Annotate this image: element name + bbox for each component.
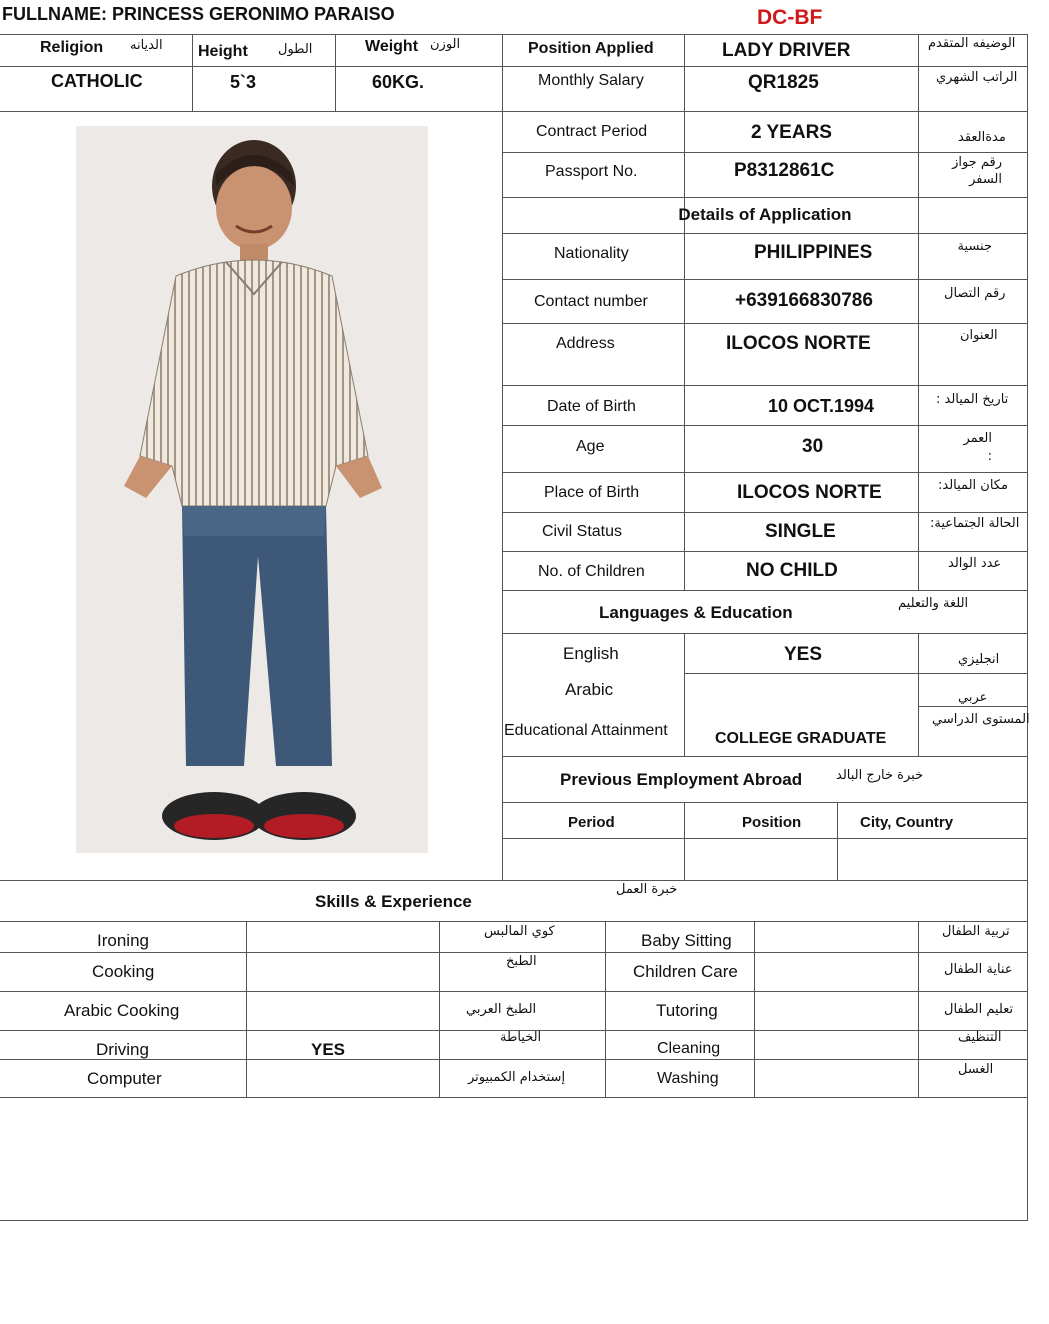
english-label-ar: انجليزي (958, 652, 1000, 667)
employment-title-ar: خبرة خارج البالد (836, 768, 924, 783)
children-value: NO CHILD (746, 560, 838, 581)
skill-arabic-cooking-ar: الطبخ العربي (466, 1002, 537, 1017)
skill-ironing-label: Ironing (97, 931, 149, 950)
height-label: Height (198, 43, 248, 60)
salary-label: Monthly Salary (538, 72, 644, 89)
person-figure-icon (76, 126, 428, 853)
skill-baby-sitting-label: Baby Sitting (641, 931, 732, 950)
passport-value: P8312861C (734, 160, 835, 181)
position-label-ar: الوضيفه المتقدم (928, 36, 1016, 51)
dob-value: 10 OCT.1994 (768, 396, 875, 416)
weight-label-ar: الوزن (430, 37, 461, 52)
civil-status-label: Civil Status (542, 523, 623, 540)
dob-label: Date of Birth (547, 398, 636, 415)
pob-label-ar: مكان الميالد: (938, 478, 1008, 493)
employment-col-period: Period (568, 814, 615, 831)
height-value: 5`3 (230, 72, 257, 92)
skill-cooking-ar: الطبخ (506, 954, 537, 969)
skill-washing-label: Washing (657, 1070, 719, 1087)
skill-children-care-label: Children Care (633, 962, 738, 981)
education-label: Educational Attainment (504, 722, 668, 739)
weight-value: 60KG. (372, 72, 425, 92)
address-value: ILOCOS NORTE (726, 333, 871, 354)
salary-label-ar: الراتب الشهري (936, 70, 1018, 85)
skill-cleaning-label: Cleaning (657, 1040, 721, 1057)
height-label-ar: الطول (278, 42, 313, 57)
languages-title: Languages & Education (599, 603, 793, 622)
skill-computer-ar: إستخدام الكمبيوتر (468, 1070, 566, 1085)
address-label-ar: العنوان (960, 328, 998, 343)
religion-label: Religion (40, 39, 104, 56)
civil-status-label-ar: الحالة الجتماعية: (930, 516, 1020, 531)
skills-title-ar: خبرة العمل (616, 882, 678, 897)
skill-computer-label: Computer (87, 1069, 162, 1088)
languages-title-ar: اللغة والتعليم (898, 596, 969, 611)
contact-value: +639166830786 (735, 290, 873, 311)
children-label: No. of Children (538, 563, 645, 580)
contract-value: 2 YEARS (751, 122, 832, 143)
english-label: English (563, 644, 619, 663)
skills-title: Skills & Experience (315, 892, 472, 911)
religion-label-ar: الديانه (130, 38, 163, 53)
pob-label: Place of Birth (544, 484, 640, 501)
skill-children-care-ar: عناية الطفال (944, 962, 1013, 977)
skill-driving-value: YES (311, 1040, 346, 1059)
civil-status-value: SINGLE (765, 521, 836, 542)
applicant-photo (76, 126, 428, 853)
nationality-label: Nationality (554, 245, 629, 262)
contract-label-ar: مدةالعقد (958, 130, 1006, 145)
age-label: Age (576, 438, 605, 455)
nationality-label-ar: جنسية (957, 239, 992, 254)
skill-baby-sitting-ar: تربية الطفال (942, 924, 1010, 939)
skill-driving-label: Driving (96, 1040, 149, 1059)
skill-cooking-label: Cooking (92, 962, 155, 981)
children-label-ar: عدد الوالد (948, 556, 1002, 571)
skill-washing-ar: الغسل (958, 1062, 994, 1077)
education-label-ar: المستوى الدراسي (932, 712, 1030, 727)
contract-label: Contract Period (536, 123, 648, 140)
skill-cleaning-ar: التنظيف (958, 1030, 1002, 1045)
age-label-ar: العمر : (963, 431, 992, 464)
dob-label-ar: تاريخ الميالد : (936, 392, 1009, 407)
skill-driving-ar: الخياطة (500, 1030, 542, 1045)
religion-value: CATHOLIC (51, 71, 143, 91)
education-value: COLLEGE GRADUATE (715, 730, 887, 747)
english-value: YES (784, 644, 823, 665)
details-title: Details of Application (678, 205, 852, 224)
salary-value: QR1825 (748, 72, 819, 93)
contact-label-ar: رقم التصال (944, 286, 1006, 301)
position-label: Position Applied (528, 40, 654, 57)
contact-label: Contact number (534, 293, 648, 310)
form-code: DC-BF (757, 6, 823, 29)
skill-tutoring-label: Tutoring (656, 1001, 718, 1020)
pob-value: ILOCOS NORTE (737, 482, 882, 503)
arabic-label: Arabic (565, 680, 614, 699)
age-value: 30 (802, 436, 824, 457)
nationality-value: PHILIPPINES (754, 242, 873, 263)
position-value: LADY DRIVER (722, 40, 851, 61)
employment-col-position: Position (742, 814, 802, 831)
employment-title: Previous Employment Abroad (560, 770, 803, 789)
weight-label: Weight (365, 38, 419, 55)
skill-ironing-ar: كوي المالبس (484, 924, 555, 939)
skill-arabic-cooking-label: Arabic Cooking (64, 1001, 180, 1020)
fullname: FULLNAME: PRINCESS GERONIMO PARAISO (2, 4, 395, 24)
address-label: Address (556, 335, 615, 352)
skill-tutoring-ar: تعليم الطفال (944, 1002, 1014, 1017)
arabic-label-ar: عربي (958, 690, 988, 705)
passport-label: Passport No. (545, 163, 638, 180)
passport-label-ar: رقم جواز السفر (952, 155, 1002, 187)
employment-col-city: City, Country (860, 814, 954, 831)
